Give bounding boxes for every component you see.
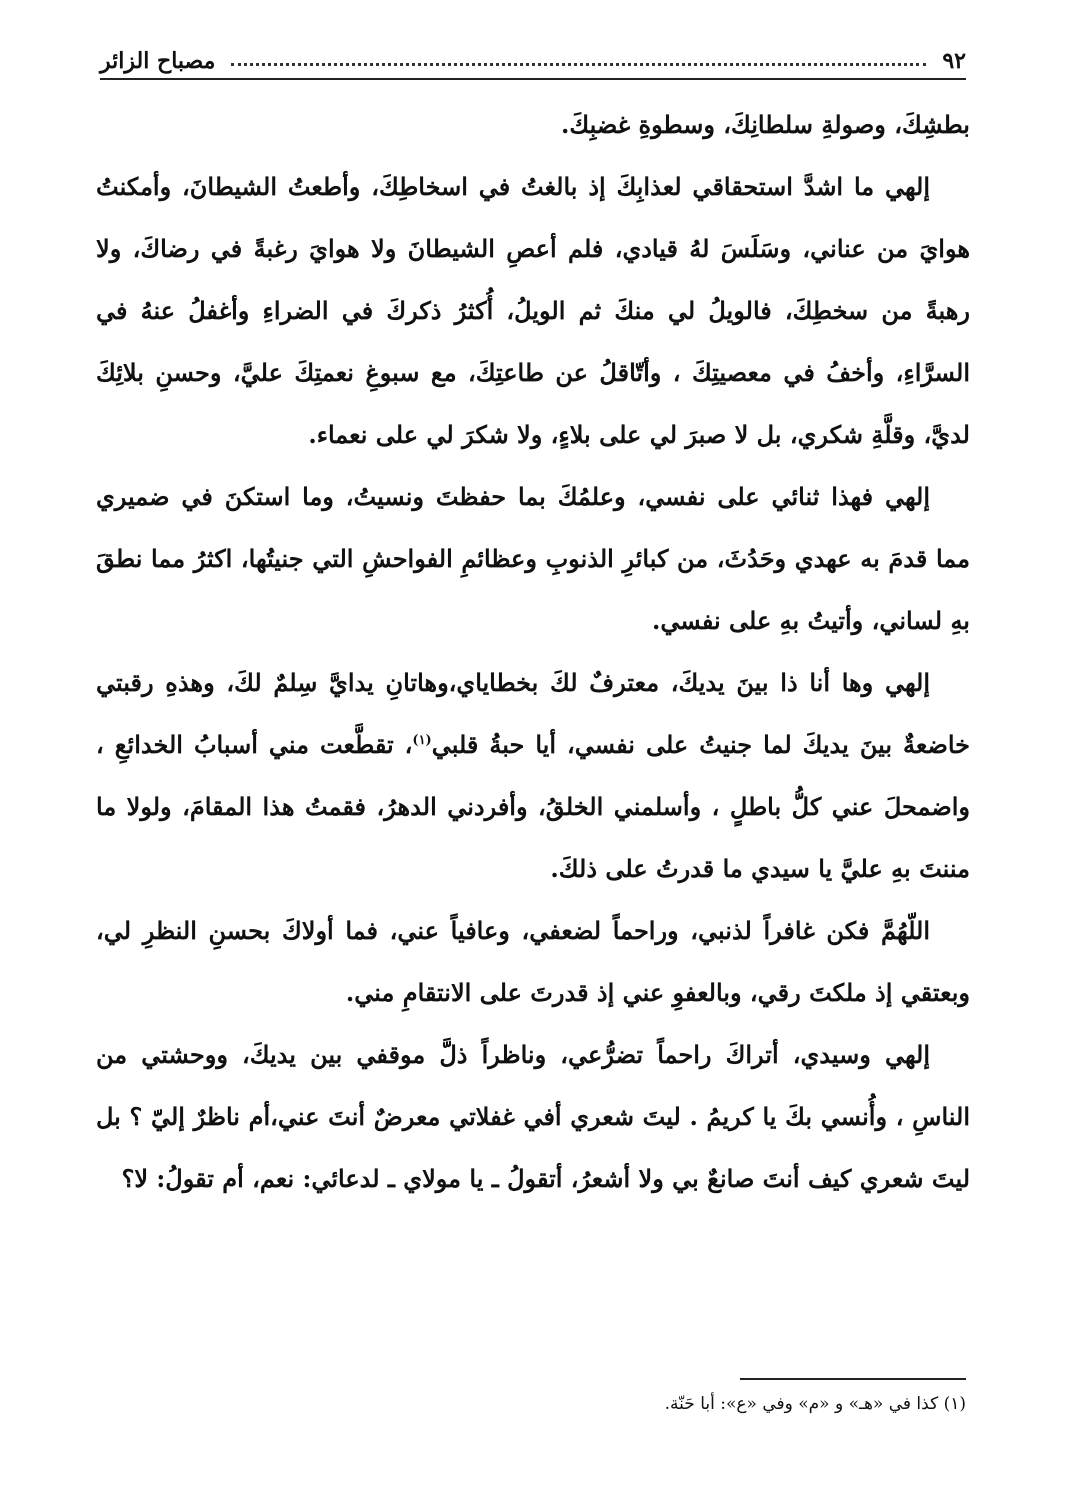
running-title: مصباح الزائر (100, 48, 216, 74)
paragraph-2: إلهي ما اشدَّ استحقاقي لعذابِكَ إذ بالغتُ في اسخاطِكَ، وأطعتُ الشيطانَ، وأمكنتُ هوايَ من عناني، وسَلَسَ لهُ قيادي، فلم أعصِ الشيطانَ ولا هوايَ رغبةً في رضاكَ، ولا رهبةً من سخطِكَ، فالويلُ لي منكَ ثم الويلُ، أُكثرُ ذكركَ في الضراءِ وأغفلُ عنهُ في السرَّاءِ، وأخفُ في معصيتِكَ ، وأتّاقلُ عن طاعتِكَ، مع سبوغِ نعمتِكَ عليَّ، وحسنِ بلائِكَ لديَّ، وقلَّةِ شكري، بل لا صبرَ لي على بلاءٍ، ولا شكرَ لي على نعماء. (96, 172, 970, 449)
header-rule (100, 78, 966, 80)
paragraph-3: إلهي فهذا ثنائي على نفسي، وعلمُكَ بما حفظتَ ونسيتُ، وما استكنَ في ضميري مما قدمَ به عهدي وحَدُثَ، من كبائرِ الذنوبِ وعظائمِ الفواحشِ التي جنيتُها، اكثرُ مما نطقَ بهِ لساني، وأتيتُ بهِ على نفسي. (96, 482, 970, 635)
paragraph-5: اللّهُمَّ فكن غافراً لذنبي، وراحماً لضعفي، وعافياً عني، فما أولاكَ بحسنِ النظرِ لي، وبعتقي إذ ملكتَ رقي، وبالعفوِ عني إذ قدرتَ على الانتقامِ مني. (96, 916, 970, 1007)
page-number: ٩٢ (942, 48, 966, 74)
footnote-text: (١) كذا في «هـ» و «م» وفي «ع»: أبا حَنّة. (664, 1394, 966, 1414)
footnote-rule (740, 1378, 966, 1380)
paragraph-6: إلهي وسيدي، أتراكَ راحماً تضرُّعي، وناظراً ذلَّ موقفي بين يديكَ، ووحشتي من الناسِ ، وأُنسي بكَ يا كريمُ . ليتَ شعري أفي غفلاتي معرضٌ أنتَ عني،أم ناظرٌ إليّ ؟ بل ليتَ شعري كيف أنتَ صانعٌ بي ولا أشعرُ، أتقولُ ـ يا مولاي ـ لدعائي: نعم، أم تقولُ: لا؟ (96, 1040, 970, 1193)
paragraph-4-part-1: إلهي وها أنا ذا بينَ يديكَ، معترفٌ لكَ بخطاياي،وهاتانِ يدايَّ سِلمٌ لكَ، وهذهِ رقبتي خاضعةٌ بينَ يديكَ لما جنيتُ على نفسي، أيا حبةُ قلبي (96, 668, 971, 759)
paragraph-4-part-2: ، تقطَّعت مني أسبابُ الخدائعِ ، واضمحلَ عني كلُّ باطلٍ ، وأسلمني الخلقُ، وأفردني الدهرُ، فقمتُ هذا المقامَ، ولولا ما مننتَ بهِ عليَّ يا سيدي ما قدرتُ على ذلكَ. (96, 730, 970, 883)
page-header (100, 34, 966, 74)
body-text (96, 94, 970, 1210)
paragraph-1: بطشِكَ، وصولةِ سلطانِكَ، وسطوةِ غضبِكَ. (561, 110, 970, 139)
footnote-marker[interactable]: (١) (412, 733, 432, 748)
paragraph-4 (96, 652, 970, 900)
header-dot-leader (231, 63, 926, 66)
